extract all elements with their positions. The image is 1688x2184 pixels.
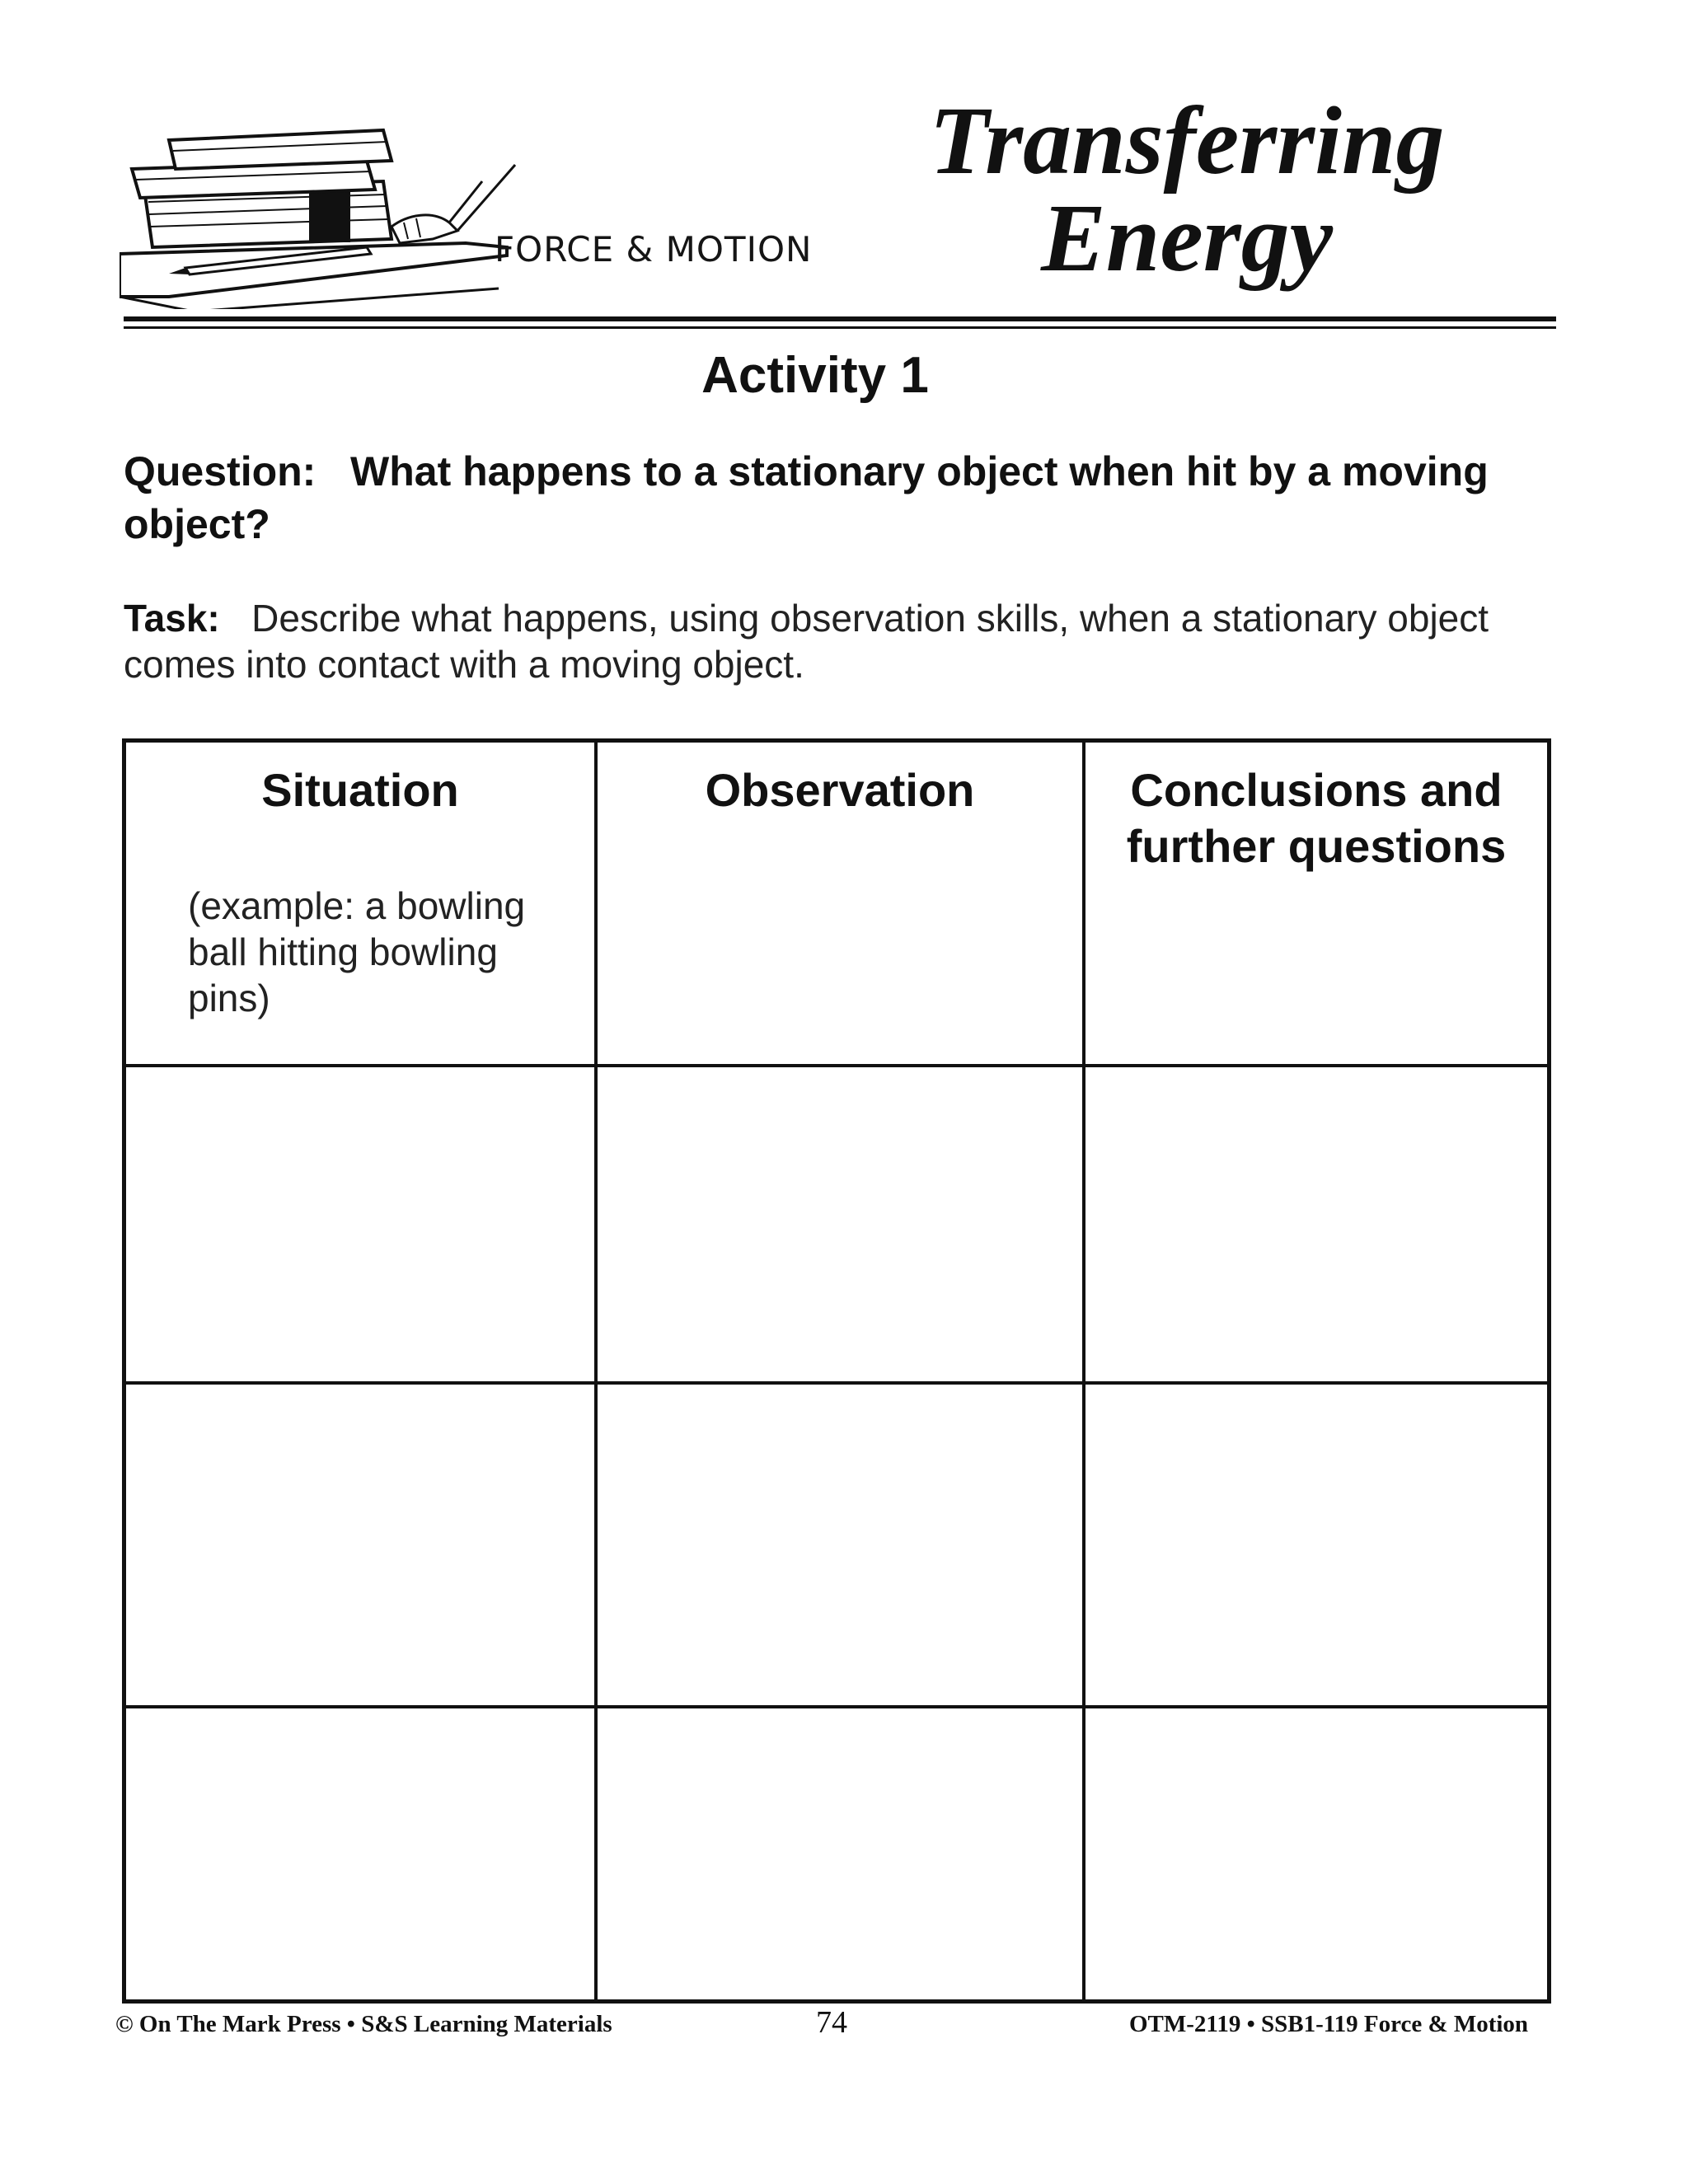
task-label: Task: [124, 597, 220, 640]
title-line-2: Energy [1041, 184, 1333, 292]
answer-cell[interactable] [126, 1067, 598, 1385]
task-text: Describe what happens, using observation skills, when a stationary object comes into contact with a moving object. [124, 597, 1489, 686]
observation-table [122, 738, 1551, 2004]
column-header: Observation [705, 764, 975, 816]
answer-cell[interactable] [126, 1385, 598, 1708]
question-label: Question: [124, 448, 316, 494]
header-rule [124, 316, 1556, 321]
question-block [124, 445, 1541, 551]
column-header: Conclusions and further questions [1126, 764, 1507, 872]
question-text: What happens to a stationary object when hit by a moving object? [124, 448, 1489, 547]
answer-cell[interactable] [598, 1067, 1085, 1385]
header-cell-conclusions [1085, 743, 1547, 1067]
example-text: (example: a bowling ball hitting bowling pins) [188, 884, 526, 1019]
header-rule-thin [124, 326, 1556, 329]
page-title [824, 87, 1550, 307]
brand-label: FORCE & MOTION [495, 229, 813, 269]
title-line-1: Transferring [929, 87, 1445, 194]
header-cell-observation [598, 743, 1085, 1067]
task-block [124, 595, 1541, 687]
header-cell-situation [126, 743, 598, 1067]
answer-cell[interactable] [598, 1385, 1085, 1708]
footer-page-number: 74 [816, 2005, 847, 2040]
footer-copyright: © On The Mark Press • S&S Learning Materials [115, 2011, 612, 2037]
answer-cell[interactable] [1085, 1708, 1547, 1999]
activity-heading [0, 346, 1688, 405]
activity-title: Activity 1 [701, 347, 929, 404]
answer-cell[interactable] [126, 1708, 598, 1999]
answer-cell[interactable] [1085, 1385, 1547, 1708]
answer-cell[interactable] [1085, 1067, 1547, 1385]
footer-product-code: OTM-2119 • SSB1-119 Force & Motion [1129, 2011, 1529, 2037]
books-illustration [120, 124, 565, 309]
answer-cell[interactable] [598, 1708, 1085, 1999]
column-header: Situation [261, 764, 459, 816]
